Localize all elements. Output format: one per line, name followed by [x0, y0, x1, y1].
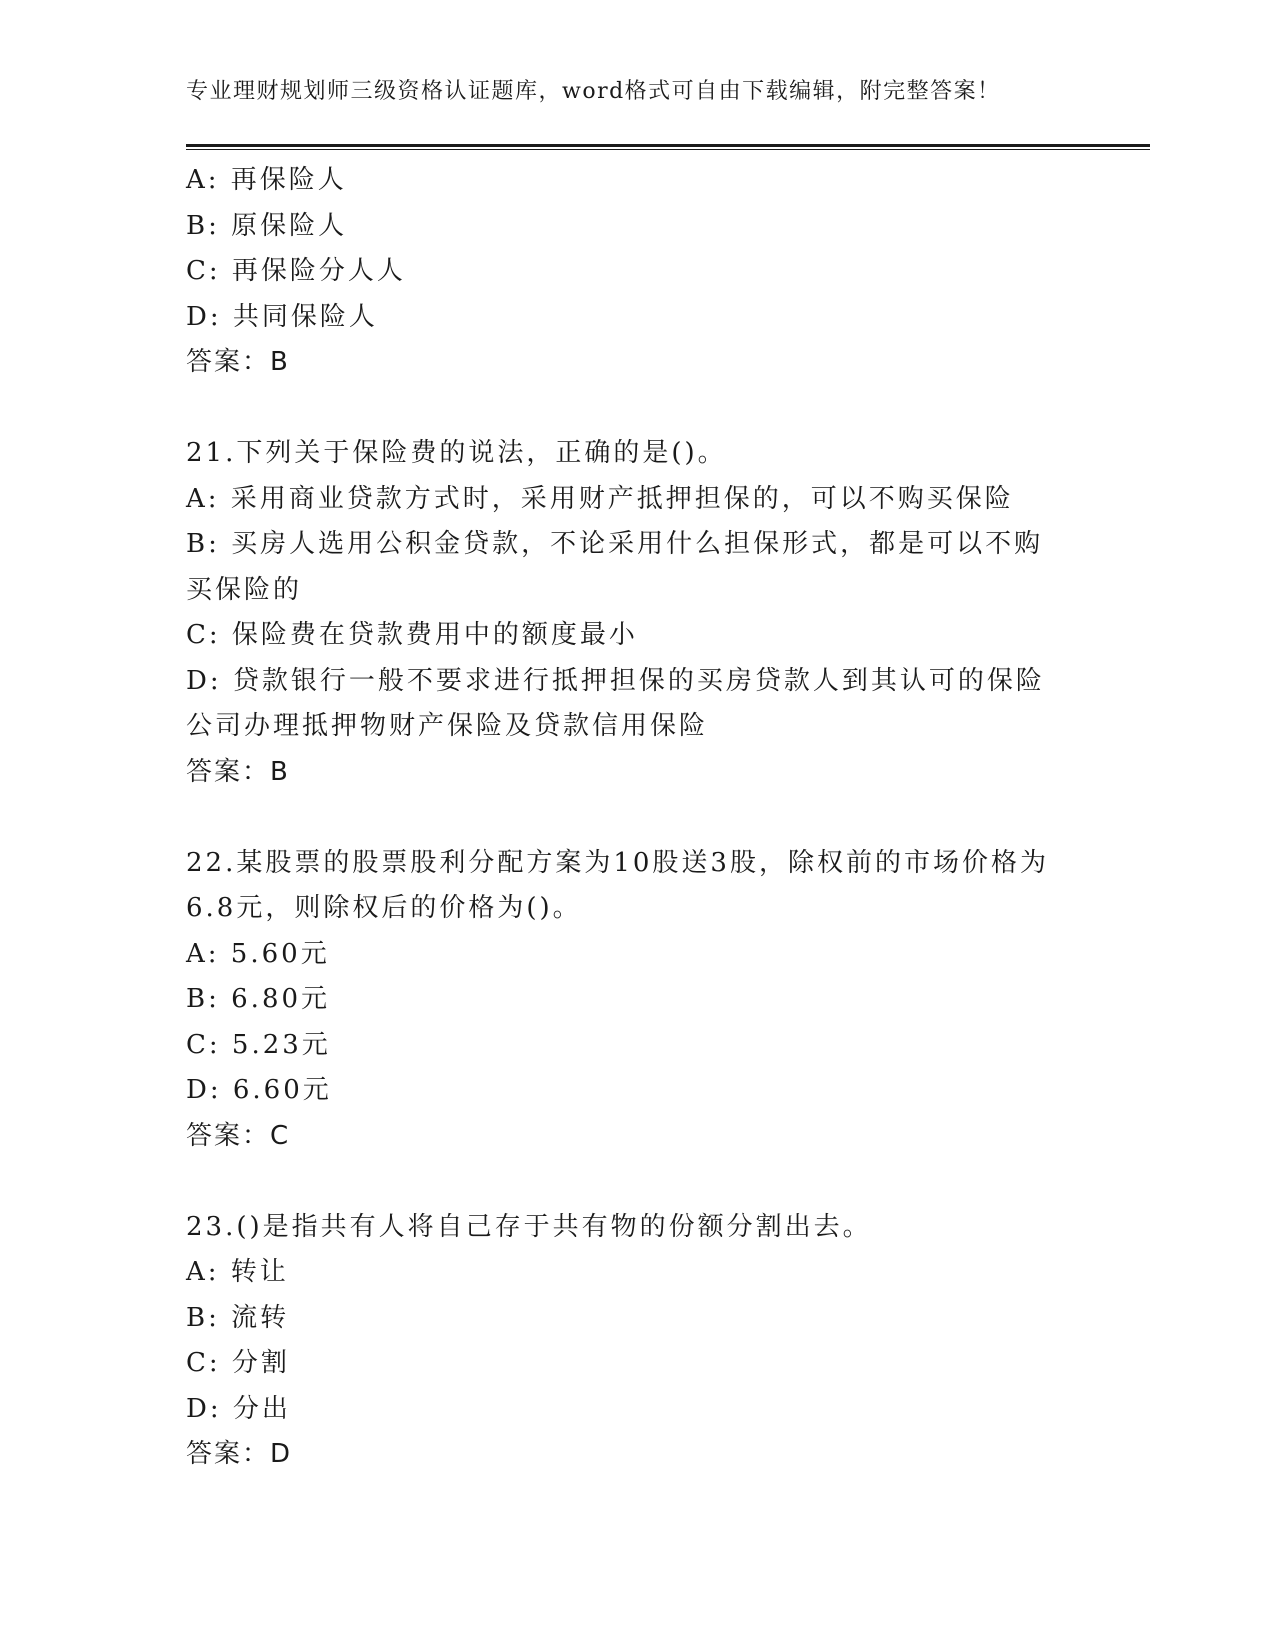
question-block-23 [186, 1205, 1086, 1478]
option-d: D: 6.60元 [186, 1075, 332, 1105]
question-block-prev [186, 158, 1086, 386]
question-block-22 [186, 841, 1086, 1160]
option-b: B: 买房人选用公积金贷款，不论采用什么担保形式，都是可以不购买保险的 [186, 529, 1044, 605]
question-block-21 [186, 431, 1086, 795]
answer-line: 答案：C [186, 1120, 291, 1151]
option-b: B: 6.80元 [186, 984, 331, 1014]
option-d: D: 共同保险人 [186, 301, 378, 332]
answer-line: 答案：B [186, 347, 290, 377]
option-b: B: 流转 [186, 1302, 290, 1333]
question-list [186, 158, 1086, 1478]
option-c: C: 保险费在贷款费用中的额度最小 [186, 620, 638, 650]
option-d: D: 贷款银行一般不要求进行抵押担保的买房贷款人到其认可的保险公司办理抵押物财产保险及贷款信用保险 [186, 665, 1045, 741]
question-stem: 21.下列关于保险费的说法，正确的是()。 [186, 438, 727, 468]
question-stem: 22.某股票的股票股利分配方案为10股送3股，除权前的市场价格为6.8元，则除权后的价格为()。 [186, 847, 1049, 923]
option-c: C: 5.23元 [186, 1029, 331, 1060]
spacer [186, 386, 1086, 432]
page-header: 专业理财规划师三级资格认证题库，word格式可自由下载编辑，附完整答案！ [186, 79, 1001, 104]
spacer [186, 795, 1086, 841]
option-a: A: 再保险人 [186, 165, 347, 195]
option-a: A: 采用商业贷款方式时，采用财产抵押担保的，可以不购买保险 [186, 483, 1014, 514]
option-c: C: 分割 [186, 1348, 290, 1378]
answer-line: 答案：B [186, 756, 290, 787]
answer-line: 答案：D [186, 1439, 293, 1469]
option-b: B: 原保险人 [186, 210, 348, 241]
question-stem: 23.()是指共有人将自己存于共有物的份额分割出去。 [186, 1211, 872, 1242]
option-c: C: 再保险分人人 [186, 256, 406, 286]
option-a: A: 转让 [186, 1257, 289, 1287]
option-a: A: 5.60元 [186, 938, 330, 969]
header-divider [186, 144, 1150, 150]
option-d: D: 分出 [186, 1393, 291, 1424]
spacer [186, 1159, 1086, 1205]
